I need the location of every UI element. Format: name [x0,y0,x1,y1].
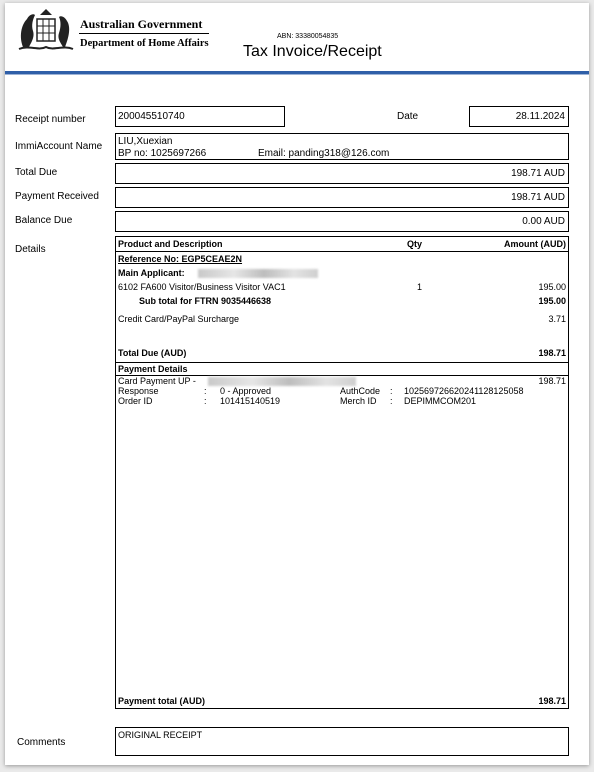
item-qty: 1 [417,282,423,292]
comments-value: ORIGINAL RECEIPT [118,730,203,740]
bp-number: BP no: 1025697266 [118,148,207,159]
header-rule [116,251,568,252]
item-description: 6102 FA600 Visitor/Business Visitor VAC1 [118,282,286,292]
gov-name: Australian Government [80,17,203,31]
authcode-colon: : [390,386,393,396]
total-due-aud-label: Total Due (AUD) [118,348,187,358]
authcode-label: AuthCode [340,386,381,396]
merch-id-value: DEPIMMCOM201 [404,396,477,406]
payment-total-value: 198.71 [538,696,566,706]
accent-bar-shadow [5,74,589,75]
receipt-page [5,3,589,765]
response-colon: : [204,386,207,396]
response-value: 0 - Approved [220,386,272,396]
card-payment-amount: 198.71 [538,376,566,386]
details-table [115,236,569,709]
order-id-value: 101415140519 [220,396,281,406]
card-payment-label: Card Payment UP - [118,376,196,386]
payment-received-field [115,187,569,208]
details-label: Details [15,244,46,255]
total-rule [116,362,568,363]
receipt-number-field [115,106,285,127]
surcharge-label: Credit Card/PayPal Surcharge [118,314,240,324]
col-product-header: Product and Description [118,239,223,249]
department-name: Department of Home Affairs [80,38,209,49]
subtotal-value: 195.00 [538,296,566,306]
order-id-colon: : [204,396,207,406]
response-label: Response [118,386,159,396]
col-qty-header: Qty [407,239,423,249]
main-applicant-label: Main Applicant: [118,268,185,278]
merch-id-colon: : [390,396,393,406]
merch-id-label: Merch ID [340,396,377,406]
balance-due-field [115,211,569,232]
subtotal-label: Sub total for FTRN 9035446638 [139,296,272,306]
date-field [469,106,569,127]
reference-number: Reference No: EGP5CEAE2N [118,254,243,264]
total-due-value: 198.71 AUD [511,168,565,179]
coat-of-arms-icon [15,7,77,53]
balance-due-value: 0.00 AUD [522,216,565,227]
email: Email: panding318@126.com [258,148,390,159]
payment-details-heading: Payment Details [118,364,188,374]
balance-due-label: Balance Due [15,215,73,226]
immi-account-field [115,133,569,160]
immi-account-label: ImmiAccount Name [15,141,103,152]
total-due-aud-value: 198.71 [538,348,566,358]
authcode-value: 10256972662024112812505​8 [404,386,524,396]
payment-received-value: 198.71 AUD [511,192,565,203]
payment-received-label: Payment Received [15,191,99,202]
abn: ABN: 33380054835 [277,33,339,40]
redacted-applicant [198,269,318,278]
comments-label: Comments [17,737,66,748]
total-due-field [115,163,569,184]
redacted-card-number [208,377,356,386]
item-amount: 195.00 [538,282,566,292]
col-amount-header: Amount (AUD) [504,239,566,249]
page-title: Tax Invoice/Receipt [243,43,382,60]
date-label: Date [397,111,419,122]
date-value: 28.11.2024 [515,111,565,122]
receipt-number-value: 200045510740 [118,111,185,122]
header-divider [79,33,209,34]
surcharge-value: 3.71 [548,314,566,324]
comments-field [115,727,569,756]
immi-account-name: LIU,Xuexian [118,136,173,147]
receipt-number-label: Receipt number [15,114,86,125]
order-id-label: Order ID [118,396,153,406]
payment-total-label: Payment total (AUD) [118,696,206,706]
total-due-label: Total Due [15,167,58,178]
